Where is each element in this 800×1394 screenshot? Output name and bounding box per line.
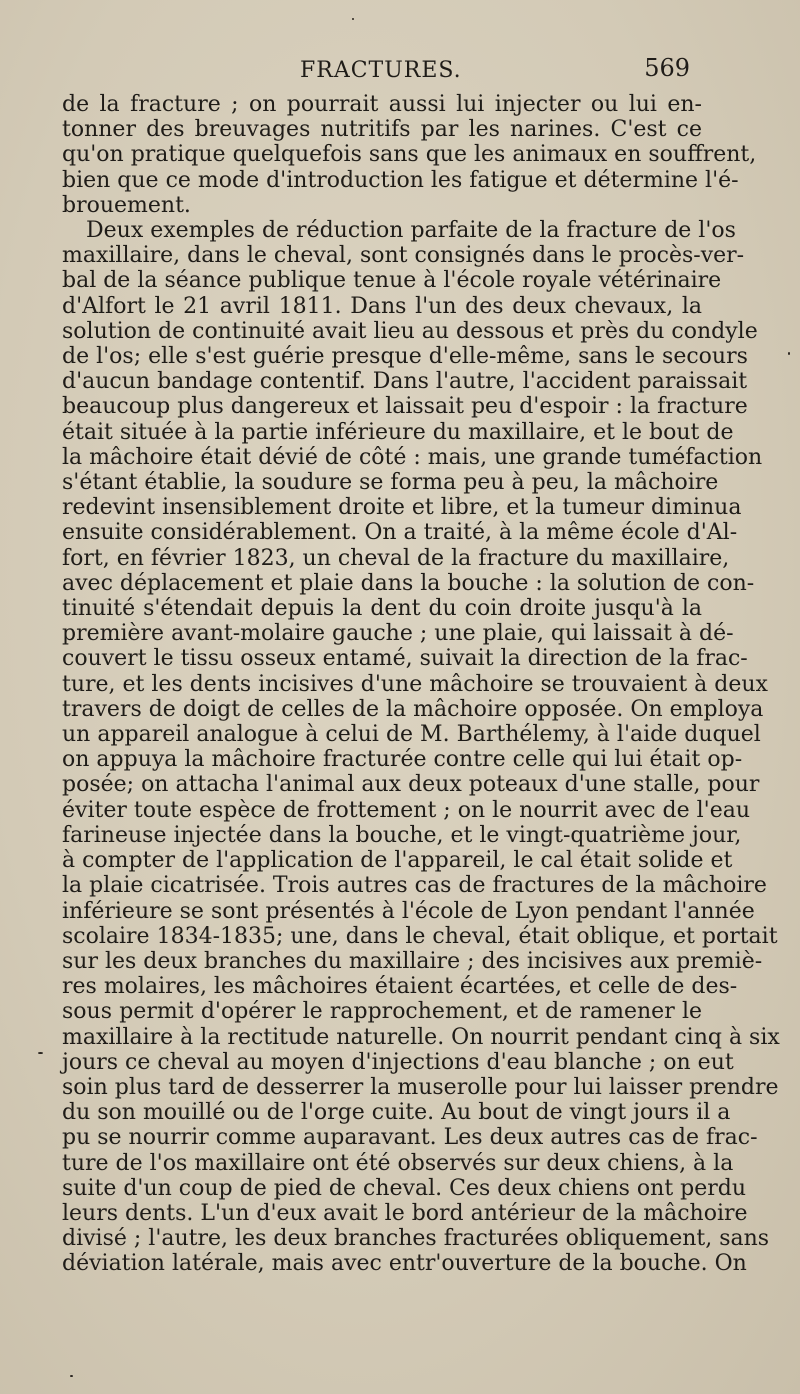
text-line: scolaire 1834-1835; une, dans le cheval, était oblique, et portait [62,923,778,949]
paper-speck [38,1052,43,1054]
text-line: posée; on attacha l'animal aux deux poteaux d'une stalle, pour [62,772,760,798]
text-line: ensuite considérablement. On a traité, à la même école d'Al- [62,520,738,546]
text-line: éviter toute espèce de frottement ; on le nourrit avec de l'eau [62,797,751,823]
text-line: beaucoup plus dangereux et laissait peu d'espoir : la fracture [62,394,748,420]
text-line: déviation latérale, mais avec entr'ouverture de la bouche. On [62,1251,747,1277]
text-line: sur les deux branches du maxillaire ; des incisives aux premiè- [62,948,763,974]
paper-speck [788,352,790,355]
text-line: était située à la partie inférieure du maxillaire, et le bout de [62,419,734,445]
text-line: bien que ce mode d'introduction les fatigue et détermine l'é- [62,167,739,193]
text-line: suite d'un coup de pied de cheval. Ces deux chiens ont perdu [62,1175,747,1201]
text-line: du son mouillé ou de l'orge cuite. Au bout de vingt jours il a [62,1100,731,1126]
paper-speck [352,18,354,20]
running-head-title: FRACTURES. [300,58,462,83]
running-head [60,54,700,88]
text-line: maxillaire à la rectitude naturelle. On nourrit pendant cinq à six [62,1024,780,1050]
text-line: qu'on pratique quelquefois sans que les animaux en souffrent, [62,142,757,168]
text-line: la plaie cicatrisée. Trois autres cas de fractures de la mâchoire [62,873,767,899]
text-line: couvert le tissu osseux entamé, suivait la direction de la frac- [62,646,748,672]
text-line: redevint insensiblement droite et libre, et la tumeur diminua [62,495,742,521]
text-line: farineuse injectée dans la bouche, et le vingt-quatrième jour, [62,822,742,848]
text-line: bal de la séance publique tenue à l'école royale vétérinaire [62,268,722,294]
text-line: divisé ; l'autre, les deux branches fracturées obliquement, sans [62,1226,770,1252]
text-line: on appuya la mâchoire fracturée contre celle qui lui était op- [62,747,743,773]
text-line: fort, en février 1823, un cheval de la fracture du maxillaire, [62,545,730,571]
text-line: travers de doigt de celles de la mâchoire opposée. On employa [62,696,764,722]
text-line: soin plus tard de desserrer la muserolle pour lui laisser prendre [62,1074,779,1100]
text-line: sous permit d'opérer le rapprochement, et de ramener le [62,999,702,1025]
paper-speck [70,1375,73,1377]
text-line: avec déplacement et plaie dans la bouche : la solution de con- [62,570,755,596]
page-number: 569 [644,54,690,82]
text-line: ture, et les dents incisives d'une mâchoire se trouvaient à deux [62,671,768,697]
text-line: d'Alfort le 21 avril 1811. Dans l'un des deux chevaux, la [62,293,702,319]
text-line: brouement. [62,192,191,218]
text-line: s'étant établie, la soudure se forma peu à peu, la mâchoire [62,470,719,496]
text-line: pu se nourrir comme auparavant. Les deux autres cas de frac- [62,1125,758,1151]
text-line: inférieure se sont présentés à l'école de Lyon pendant l'année [62,898,755,924]
body-text [62,92,780,1277]
text-line: maxillaire, dans le cheval, sont consignés dans le procès-ver- [62,243,745,269]
text-line: d'aucun bandage contentif. Dans l'autre, l'accident paraissait [62,369,748,395]
text-line: de l'os; elle s'est guérie presque d'elle-même, sans le secours [62,344,748,370]
text-line: ture de l'os maxillaire ont été observés sur deux chiens, à la [62,1150,734,1176]
text-line: solution de continuité avait lieu au dessous et près du condyle [62,318,758,344]
text-line: la mâchoire était dévié de côté : mais, une grande tuméfaction [62,444,763,470]
text-line: tonner des breuvages nutritifs par les narines. C'est ce [62,117,702,143]
paragraph-first-line: Deux exemples de réduction parfaite de la fracture de l'os [86,218,736,244]
text-line: de la fracture ; on pourrait aussi lui injecter ou lui en- [62,92,702,117]
text-line: res molaires, les mâchoires étaient écartées, et celle de des- [62,974,738,1000]
text-line: première avant-molaire gauche ; une plaie, qui laissait à dé- [62,621,734,647]
text-line: tinuité s'étendait depuis la dent du coin droite jusqu'à la [62,596,702,622]
text-line: leurs dents. L'un d'eux avait le bord antérieur de la mâchoire [62,1200,748,1226]
text-line: un appareil analogue à celui de M. Barthélemy, à l'aide duquel [62,722,761,748]
text-line: à compter de l'application de l'appareil, le cal était solide et [62,848,733,874]
text-line: jours ce cheval au moyen d'injections d'eau blanche ; on eut [62,1049,734,1075]
